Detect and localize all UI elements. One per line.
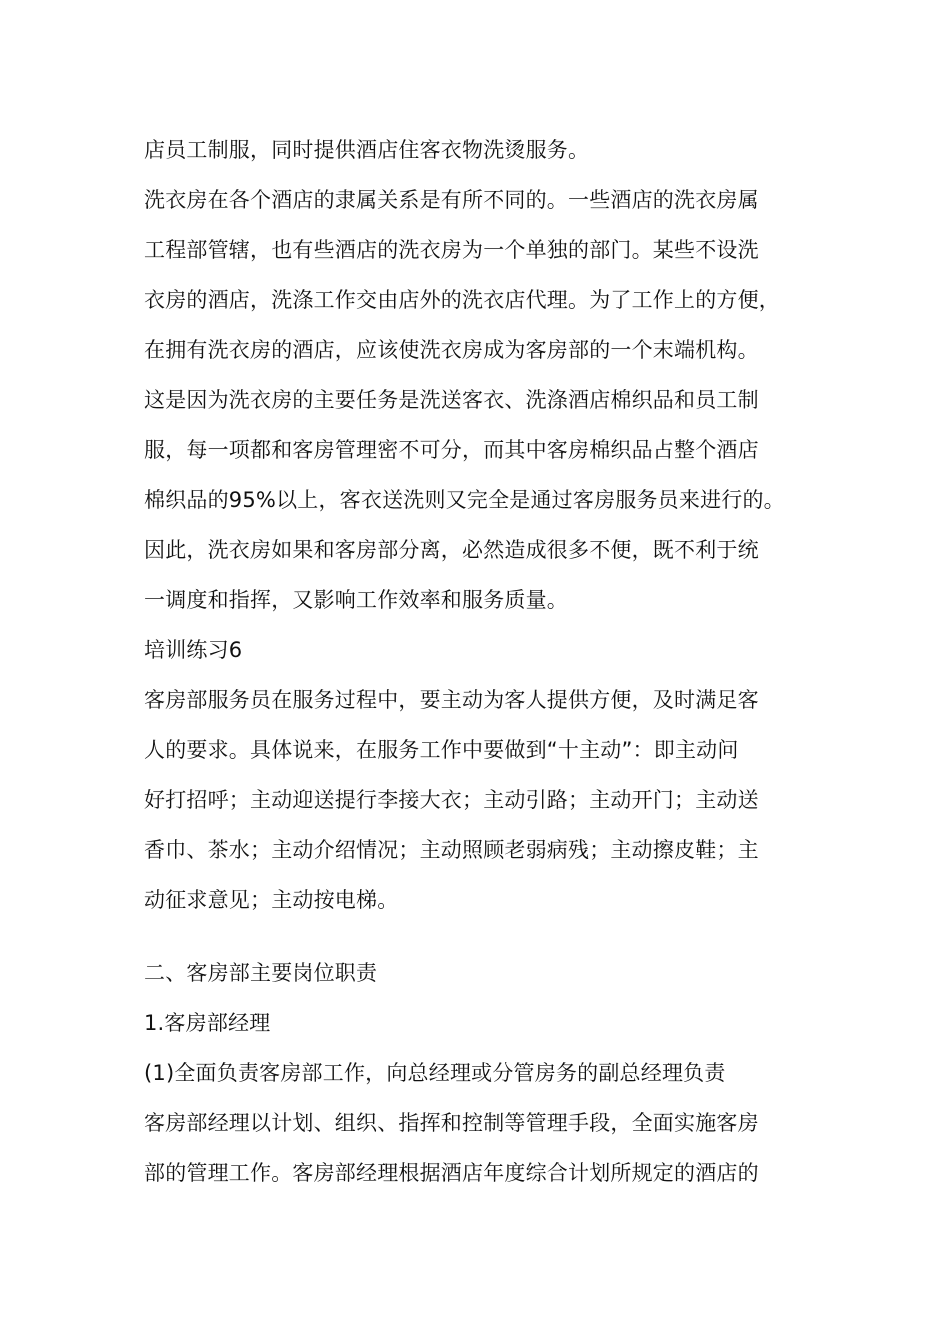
text-line: 店员工制服，同时提供酒店住客衣物洗烫服务。 [144,138,590,162]
text-line: 人的要求。具体说来，在服务工作中要做到“十主动”：即主动问 [144,738,739,762]
section-heading: 二、客房部主要岗位职责 [144,961,378,985]
subsection-heading: 1.客房部经理 [144,1011,271,1035]
section-heading: 培训练习6 [144,638,243,662]
text-line: 因此，洗衣房如果和客房部分离，必然造成很多不便，既不利于统 [144,538,759,562]
text-line: 这是因为洗衣房的主要任务是洗送客衣、洗涤酒店棉织品和员工制 [144,388,759,412]
text-line: (1)全面负责客房部工作，向总经理或分管房务的副总经理负责 [144,1061,726,1085]
text-line: 在拥有洗衣房的酒店，应该使洗衣房成为客房部的一个末端机构。 [144,338,759,362]
text-line: 动征求意见；主动按电梯。 [144,888,399,912]
text-line: 客房部服务员在服务过程中，要主动为客人提供方便，及时满足客 [144,688,759,712]
text-line: 衣房的酒店，洗涤工作交由店外的洗衣店代理。为了工作上的方便， [144,288,780,312]
text-line: 香巾、茶水；主动介绍情况；主动照顾老弱病残；主动擦皮鞋；主 [144,838,759,862]
text-line: 一调度和指挥，又影响工作效率和服务质量。 [144,588,568,612]
text-line: 客房部经理以计划、组织、指挥和控制等管理手段，全面实施客房 [144,1111,759,1135]
text-line: 好打招呼；主动迎送提行李接大衣；主动引路；主动开门；主动送 [144,788,759,812]
text-line: 部的管理工作。客房部经理根据酒店年度综合计划所规定的酒店的 [144,1161,759,1185]
text-line: 洗衣房在各个酒店的隶属关系是有所不同的。一些酒店的洗衣房属 [144,188,759,212]
text-line: 棉织品的95%以上，客衣送洗则又完全是通过客房服务员来进行的。 [144,488,785,512]
text-line: 工程部管辖，也有些酒店的洗衣房为一个单独的部门。某些不设洗 [144,238,759,262]
text-line: 服，每一项都和客房管理密不可分，而其中客房棉织品占整个酒店 [144,438,759,462]
